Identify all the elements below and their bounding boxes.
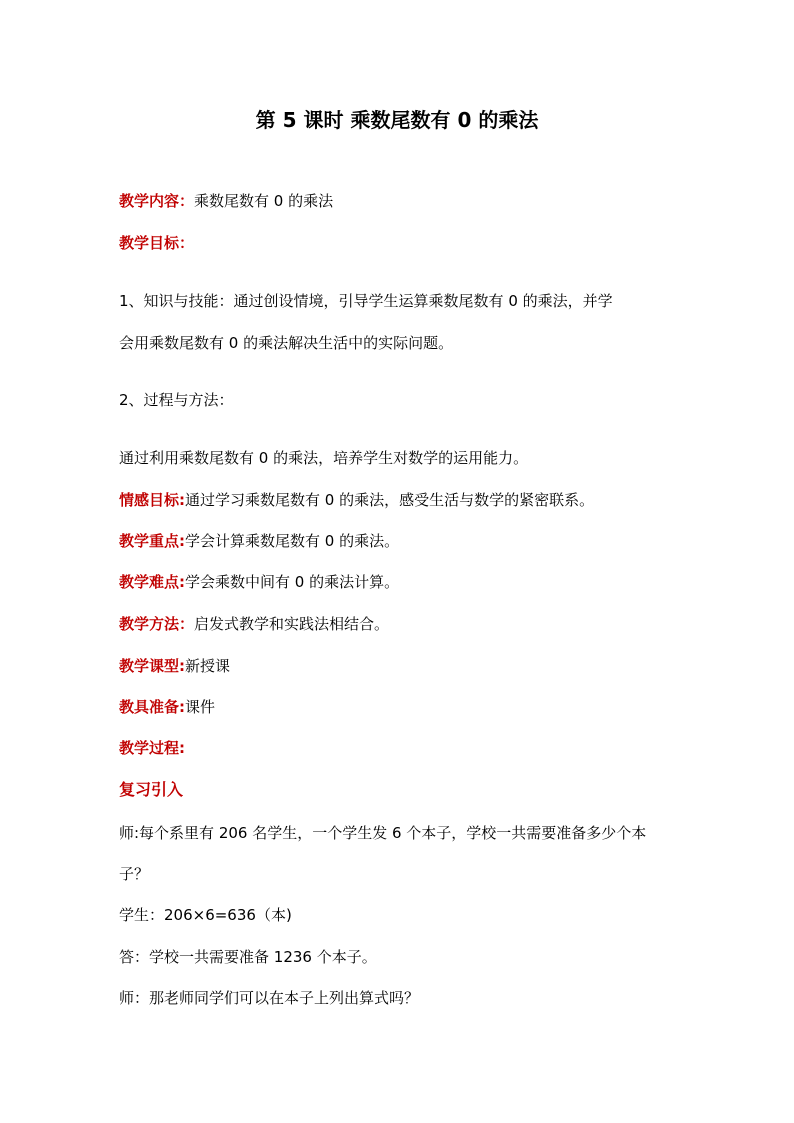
teacher-question-line2: 子？	[119, 865, 150, 883]
goal2-text: 通过利用乘数尾数有 0 的乘法，培养学生对数学的运用能力。	[119, 449, 529, 467]
content-label: 教学内容：	[119, 192, 195, 210]
emotion-line	[119, 490, 594, 510]
method-line	[119, 614, 389, 634]
content-line	[119, 191, 333, 211]
student-answer: 学生：206×6=636（本)	[119, 906, 292, 924]
process-label: 教学过程:	[119, 739, 185, 757]
emotion-text: 通过学习乘数尾数有 0 的乘法，感受生活与数学的紧密联系。	[185, 491, 595, 509]
teacher-question-2: 师：那老师同学们可以在本子上列出算式吗？	[119, 989, 420, 1007]
difficulty-label: 教学难点:	[119, 573, 185, 591]
goal1-line2: 会用乘数尾数有 0 的乘法解决生活中的实际问题。	[119, 334, 454, 352]
materials-line	[119, 697, 215, 717]
emotion-label: 情感目标:	[119, 491, 185, 509]
key-point-line	[119, 531, 399, 551]
goal1-line1: 1、知识与技能：通过创设情境，引导学生运算乘数尾数有 0 的乘法，并学	[119, 292, 613, 310]
answer-line: 答：学校一共需要准备 1236 个本子。	[119, 948, 377, 966]
method-text: 启发式教学和实践法相结合。	[194, 615, 390, 633]
key-point-label: 教学重点:	[119, 532, 185, 550]
lesson-type-text: 新授课	[185, 657, 231, 675]
difficulty-line	[119, 572, 399, 592]
page-title: 第 5 课时 乘数尾数有 0 的乘法	[255, 108, 539, 132]
content-text: 乘数尾数有 0 的乘法	[194, 192, 334, 210]
difficulty-text: 学会乘数中间有 0 的乘法计算。	[185, 573, 400, 591]
lesson-type-line	[119, 656, 230, 676]
goal2-heading: 2、过程与方法：	[119, 391, 234, 409]
materials-text: 课件	[185, 698, 216, 716]
review-heading: 复习引入	[119, 780, 184, 799]
goals-label: 教学目标：	[119, 234, 195, 252]
lesson-type-label: 教学课型:	[119, 657, 185, 675]
key-point-text: 学会计算乘数尾数有 0 的乘法。	[185, 532, 400, 550]
materials-label: 教具准备:	[119, 698, 185, 716]
teacher-question-line1: 师:每个系里有 206 名学生，一个学生发 6 个本子，学校一共需要准备多少个本	[119, 824, 647, 842]
method-label: 教学方法：	[119, 615, 195, 633]
